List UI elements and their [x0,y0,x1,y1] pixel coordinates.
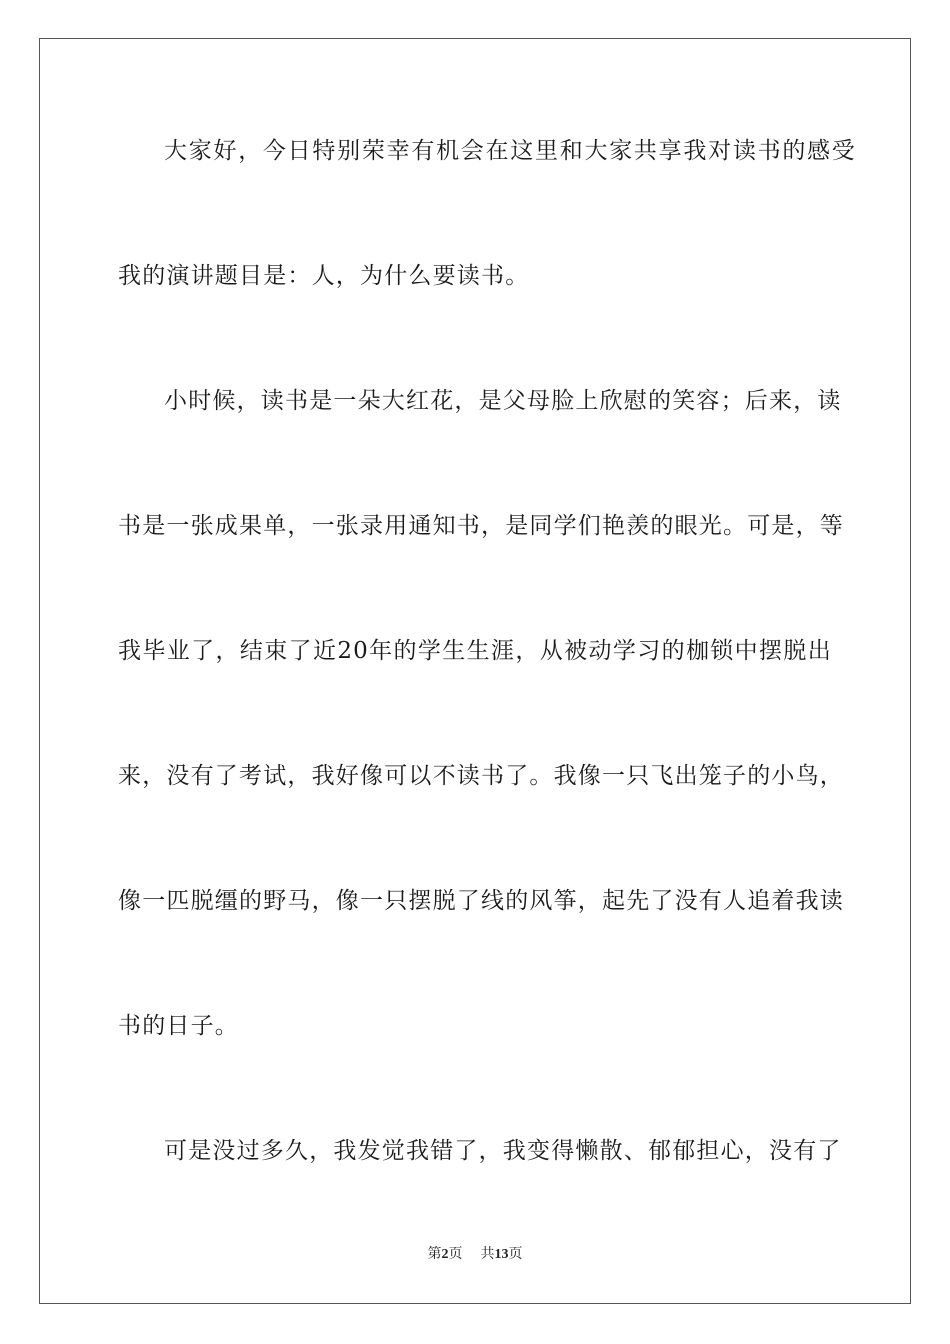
footer-page-current: 2 [441,1247,449,1262]
footer-page-suffix: 页 [448,1247,463,1262]
footer-total-prefix: 共 [480,1247,495,1262]
text-line-6: 来，没有了考试，我好像可以不读书了。我像一只飞出笼子的小鸟， [118,763,844,789]
text-line-7: 像一匹脱缰的野马，像一只摆脱了线的风筝，起先了没有人追着我读 [118,888,844,914]
text-line-1: 大家好，今日特别荣幸有机会在这里和大家共享我对读书的感受 [164,138,856,164]
footer-page-total: 13 [494,1247,509,1262]
text-line-3: 小时候，读书是一朵大红花，是父母脸上欣慰的笑容；后来，读 [164,388,842,414]
text-line-5: 我毕业了，结束了近20年的学生生涯，从被动学习的枷锁中摆脱出 [118,638,832,664]
text-line-2: 我的演讲题目是：人，为什么要读书。 [118,263,530,289]
text-line-4: 书是一张成果单，一张录用通知书，是同学们艳羡的眼光。可是，等 [118,513,844,539]
footer-total-suffix: 页 [508,1247,523,1262]
page-footer [0,1246,950,1264]
text-line-9: 可是没过多久，我发觉我错了，我变得懒散、郁郁担心，没有了 [164,1138,842,1164]
page-border [39,38,911,1304]
footer-page-prefix: 第 [427,1247,442,1262]
text-line-8: 书的日子。 [118,1013,239,1039]
